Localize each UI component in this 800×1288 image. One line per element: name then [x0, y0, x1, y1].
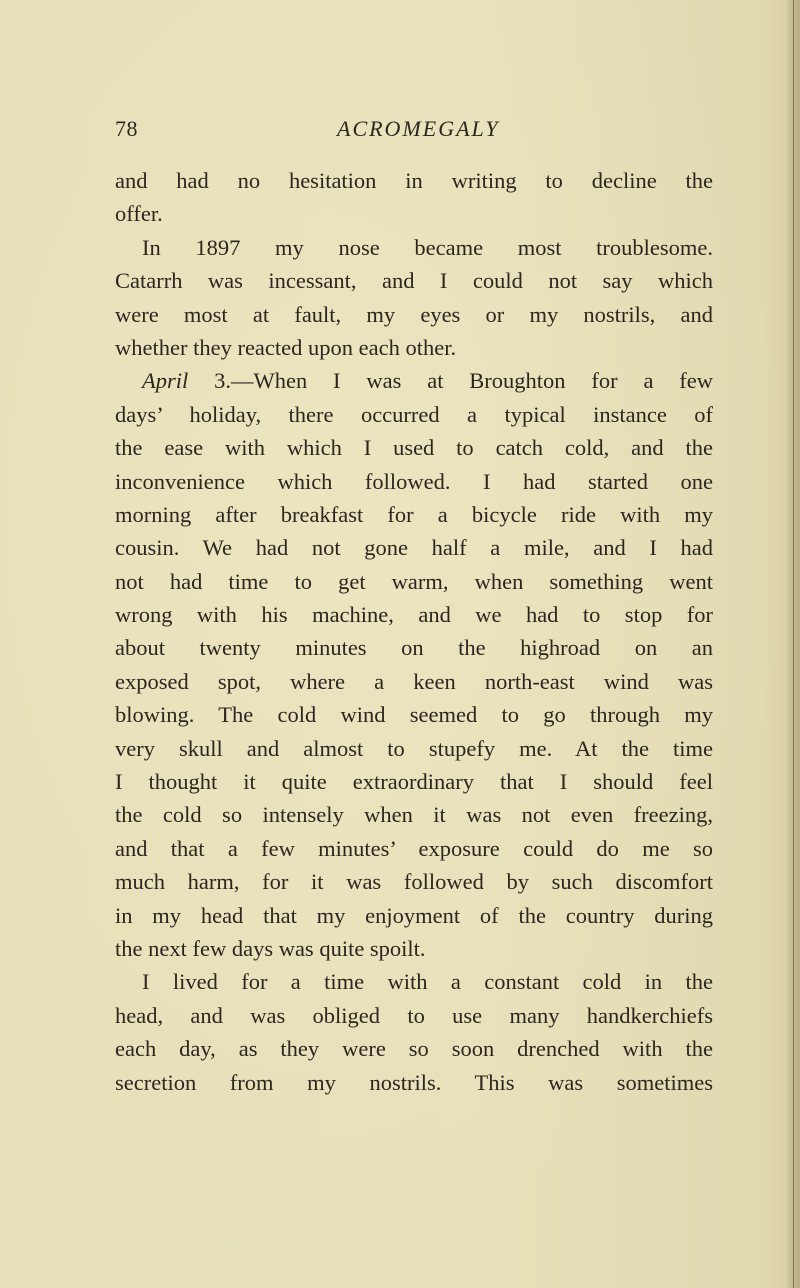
text-line: inconvenience which followed. I had started one — [115, 468, 713, 494]
text-line: in my head that my enjoyment of the country during — [115, 902, 713, 928]
text-line: much harm, for it was followed by such discomfort — [115, 869, 713, 895]
text-line-rest: 3.—When I was at Broughton for a few — [214, 368, 713, 394]
page-number: 78 — [115, 116, 138, 141]
text-line: each day, as they were so soon drenched with the — [115, 1036, 713, 1062]
text-line: I lived for a time with a constant cold in the — [142, 969, 713, 995]
text-line: I thought it quite extraordinary that I should feel — [115, 769, 713, 795]
text-line: wrong with his machine, and we had to stop for — [115, 602, 713, 628]
text-line: about twenty minutes on the highroad on an — [115, 635, 713, 661]
text-line: not had time to get warm, when something went — [115, 568, 713, 594]
text-line: exposed spot, where a keen north-east wind was — [115, 668, 713, 694]
text-line: secretion from my nostrils. This was sometimes — [115, 1069, 713, 1095]
text-line: cousin. We had not gone half a mile, and I had — [115, 535, 713, 561]
text-line: days’ holiday, there occurred a typical instance of — [115, 401, 713, 427]
text-line: In 1897 my nose became most troublesome. — [142, 234, 713, 260]
text-line: offer. — [115, 201, 163, 227]
running-head: ACROMEGALY — [337, 116, 500, 141]
text-line: blowing. The cold wind seemed to go through my — [115, 702, 713, 728]
text-line: the cold so intensely when it was not even freezing, — [115, 802, 713, 828]
text-line: whether they reacted upon each other. — [115, 334, 457, 360]
text-line — [115, 364, 713, 397]
text-line: were most at fault, my eyes or my nostrils, and — [115, 301, 713, 327]
page-header — [115, 116, 713, 146]
body-text — [115, 164, 713, 1099]
text-line: the next few days was quite spoilt. — [115, 935, 426, 961]
april-date-label: April — [142, 368, 189, 394]
text-line: and that a few minutes’ exposure could do me so — [115, 835, 713, 861]
page-edge-line — [793, 0, 794, 1288]
text-line: very skull and almost to stupefy me. At the time — [115, 735, 713, 761]
text-line: the ease with which I used to catch cold, and the — [115, 435, 713, 461]
text-line: and had no hesitation in writing to decline the — [115, 168, 713, 193]
text-line: head, and was obliged to use many handkerchiefs — [115, 1002, 713, 1028]
text-line: morning after breakfast for a bicycle ride with my — [115, 501, 713, 527]
text-line: Catarrh was incessant, and I could not say which — [115, 268, 713, 294]
